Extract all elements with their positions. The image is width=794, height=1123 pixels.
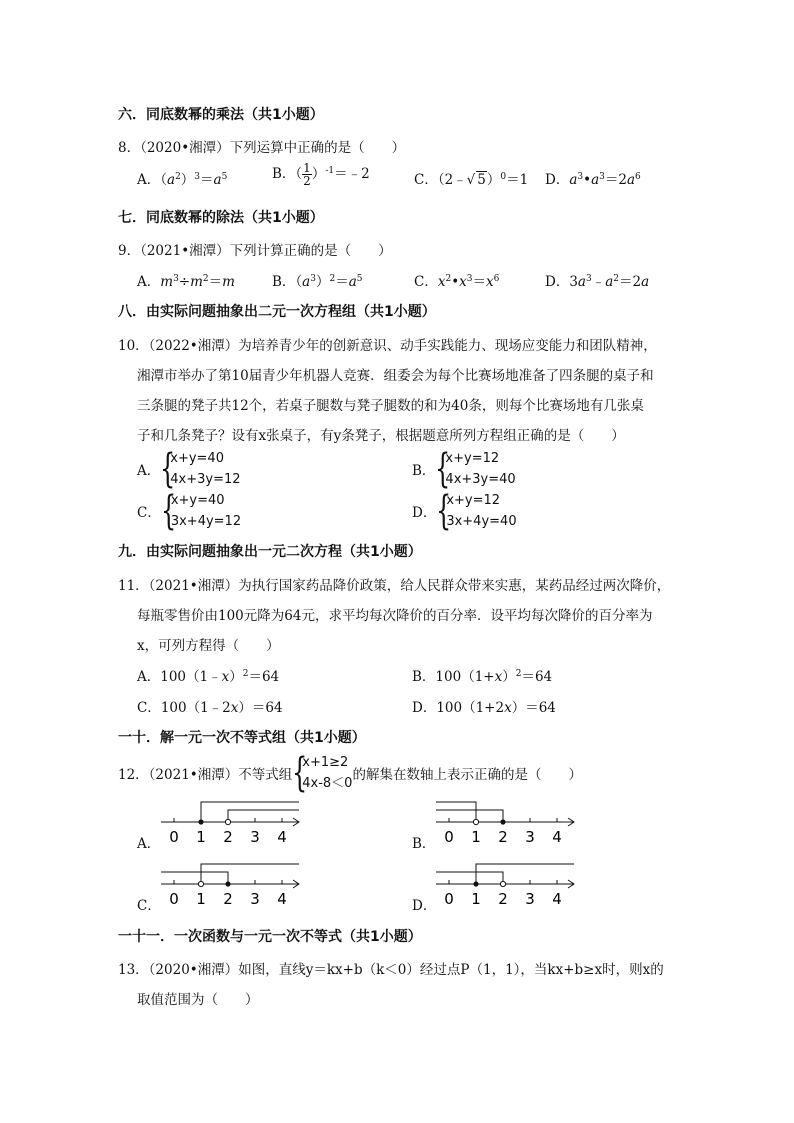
tick-label: 4 <box>552 890 562 908</box>
closed-point <box>225 881 230 886</box>
closed-point <box>473 881 478 886</box>
question-10-option-d: D． { x+y=12 3x+4y=40 <box>412 488 517 534</box>
question-10-line-1: 10．（2022•湘潭）为培养青少年的创新意识、动手实践能力、现场应变能力和团队精神， <box>118 338 657 354</box>
question-11-option-c: C．100（1﹣2x）＝64 <box>137 700 283 716</box>
question-11-line-3: x，可列方程得（ ） <box>137 638 280 654</box>
question-8-stem: 8．（2020•湘潭）下列运算中正确的是（ ） <box>118 140 406 156</box>
question-9-option-b: B．$(a^3)^2=a^5$ <box>272 274 363 290</box>
tick-label: 4 <box>277 890 287 908</box>
open-point <box>198 881 203 886</box>
ray-2 <box>436 810 503 822</box>
question-9-stem: 9．（2021•湘潭）下列计算正确的是（ ） <box>118 243 392 259</box>
question-10-line-3: 三条腿的凳子共12个，若桌子腿数与凳子腿数的和为40条，则每个比赛场地有几张桌 <box>137 398 644 414</box>
question-9-option-d: D．$3a^3﹣a^2=2a$ <box>545 274 650 290</box>
ray-1 <box>201 802 299 822</box>
question-12-stem: 12．（2021•湘潭）不等式组 { x+1≥2 4x-8＜0 的解集在数轴上表示正确的是（ ） <box>118 750 582 796</box>
question-11-option-b: B．$100(1+x)^2=64$ <box>412 669 553 685</box>
section-heading-7: 七．同底数幂的除法（共1小题） <box>118 210 324 226</box>
section-heading-6: 六．同底数幂的乘法（共1小题） <box>118 107 324 123</box>
tick-label: 1 <box>196 828 206 846</box>
question-8-option-d: D．$a^3•a^3=2a^6$ <box>545 172 641 188</box>
tick-label: 2 <box>498 890 508 908</box>
open-point <box>225 819 230 824</box>
ray-2 <box>161 872 228 884</box>
section-heading-11: 一十一．一次函数与一元一次不等式（共1小题） <box>118 929 422 945</box>
tick-label: 0 <box>444 828 454 846</box>
question-11-option-a: A．100（1﹣x）$^2$＝64 <box>137 669 280 685</box>
q12-option-b-label: B． <box>412 836 436 852</box>
tick-label: 3 <box>250 828 260 846</box>
question-10-option-c: C． { x+y=40 3x+4y=12 <box>137 488 242 534</box>
ray-1 <box>201 864 299 884</box>
tick-label: 3 <box>525 828 535 846</box>
number-line-c <box>155 860 305 908</box>
tick-label: 0 <box>169 890 179 908</box>
option-a-label: A． <box>137 172 161 188</box>
question-10-line-2: 湘潭市举办了第10届青少年机器人竞赛．组委会为每个比赛场地准备了四条腿的桌子和 <box>137 368 654 384</box>
ray-1 <box>476 864 574 884</box>
question-8-options: A．$(a^2)^3=a^5$ <box>137 172 228 188</box>
tick-label: 4 <box>277 828 287 846</box>
number-line-b <box>430 798 580 846</box>
ray-2 <box>228 810 299 822</box>
section-heading-10: 一十．解一元一次不等式组（共1小题） <box>118 730 366 746</box>
question-11-line-2: 每瓶零售价由100元降为64元，求平均每次降价的百分率．设平均每次降价的百分率为 <box>137 608 653 624</box>
q12-option-d-label: D． <box>412 898 437 914</box>
tick-label: 2 <box>223 890 233 908</box>
number-line-a <box>155 798 305 846</box>
question-11-option-d: D．100（1+2x）＝64 <box>412 700 556 716</box>
number-line-d <box>430 860 580 908</box>
tick-label: 0 <box>169 828 179 846</box>
question-13-line-2: 取值范围为（ ） <box>137 992 259 1008</box>
question-11-line-1: 11．（2021•湘潭）为执行国家药品降价政策，给人民群众带来实惠，某药品经过两次降价， <box>118 578 671 594</box>
tick-label: 0 <box>444 890 454 908</box>
tick-label: 3 <box>250 890 260 908</box>
open-point <box>500 881 505 886</box>
question-13-line-1: 13．（2020•湘潭）如图，直线y＝kx+b（k＜0）经过点P（1，1），当kx+b≥x时，则x的 <box>118 962 664 978</box>
tick-label: 1 <box>471 890 481 908</box>
tick-label: 4 <box>552 828 562 846</box>
tick-label: 2 <box>498 828 508 846</box>
section-heading-8: 八．由实际问题抽象出二元一次方程组（共1小题） <box>118 304 436 320</box>
q12-option-c-label: C． <box>137 898 161 914</box>
question-8-option-c: C．（2﹣√ 5）$^0$＝1 <box>414 172 529 188</box>
question-10-option-a: A． { x+y=40 4x+3y=12 <box>137 446 241 492</box>
ray-2 <box>436 872 503 884</box>
tick-label: 3 <box>525 890 535 908</box>
q12-option-a-label: A． <box>137 836 161 852</box>
question-9-option-c: C．$x^2•x^3=x^6$ <box>414 274 500 290</box>
question-10-line-4: 子和几条凳子？设有x张桌子，有y条凳子，根据题意所列方程组正确的是（ ） <box>137 428 625 444</box>
section-heading-9: 九．由实际问题抽象出一元二次方程（共1小题） <box>118 544 422 560</box>
open-point <box>473 819 478 824</box>
tick-label: 2 <box>223 828 233 846</box>
ray-1 <box>436 802 476 822</box>
question-8-option-b: B．（ $\frac{1}{2}$ ）$^{-1}$＝﹣2 <box>272 161 370 188</box>
closed-point <box>500 819 505 824</box>
closed-point <box>198 819 203 824</box>
question-10-option-b: B． { x+y=12 4x+3y=40 <box>412 446 516 492</box>
tick-label: 1 <box>196 890 206 908</box>
question-9-option-a: A．$m^3\div m^2=m$ <box>137 274 235 290</box>
tick-label: 1 <box>471 828 481 846</box>
